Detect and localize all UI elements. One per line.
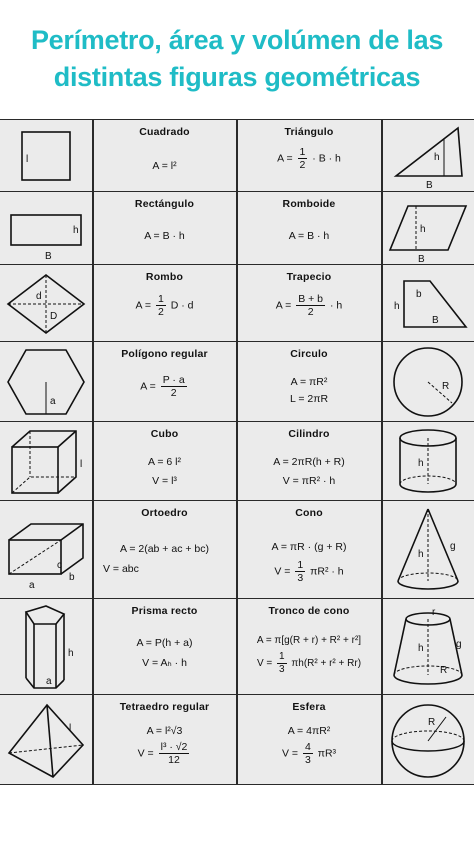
formula-area: A = B · h xyxy=(288,230,330,242)
formula-volume: V = Aₕ · h xyxy=(142,657,187,669)
formula-area: A = 2(ab + ac + bc) xyxy=(119,543,209,555)
figure-name: Triángulo xyxy=(284,126,334,138)
svg-text:r: r xyxy=(432,607,436,618)
svg-text:c: c xyxy=(57,560,62,571)
svg-text:B: B xyxy=(45,250,52,262)
svg-text:h: h xyxy=(73,224,79,236)
page-title xyxy=(0,22,474,96)
table-row xyxy=(0,191,474,265)
svg-text:l: l xyxy=(26,154,29,165)
table-row xyxy=(0,500,474,599)
formula-volume: V = $\frac{1}{3}$ πh(R² + r² + Rr) xyxy=(256,651,362,675)
title-line-1: Perímetro, área y volúmen de las xyxy=(30,25,444,55)
figure-name: Cuadrado xyxy=(139,126,190,138)
figure-name: Tronco de cono xyxy=(268,605,350,617)
formula-volume: V = $\frac{4}{3}$ πR³ xyxy=(281,741,337,766)
svg-text:R: R xyxy=(440,665,448,676)
cube-figure xyxy=(0,422,92,501)
rhombus-figure xyxy=(0,265,92,342)
formula-volume: V = $\frac{\text{l³ · √2}}{12}$ xyxy=(137,741,188,766)
figure-name: Polígono regular xyxy=(121,348,208,360)
formula-length: L = 2πR xyxy=(289,393,329,405)
svg-text:B: B xyxy=(432,314,439,326)
formula-area: A = 6 l² xyxy=(148,456,181,468)
hexagon-figure xyxy=(0,342,92,422)
formula-volume: V = πR² · h xyxy=(282,475,336,487)
circle-figure xyxy=(382,342,474,422)
formula-area: A = $\frac{1}{2}$ D · d xyxy=(135,293,194,318)
sphere-figure xyxy=(382,695,474,786)
svg-text:B: B xyxy=(418,253,425,265)
svg-text:a: a xyxy=(29,580,35,591)
trapezoid-figure xyxy=(382,265,474,342)
svg-text:g: g xyxy=(456,639,462,650)
parallelogram-figure xyxy=(382,192,474,265)
table-row xyxy=(0,119,474,192)
svg-text:h: h xyxy=(420,223,426,235)
cone-figure xyxy=(382,501,474,599)
formula-area: A = l²√3 xyxy=(146,725,183,737)
cuboid-figure xyxy=(0,501,92,599)
svg-text:l: l xyxy=(80,458,83,470)
formula-area: A = $\frac{1}{2}$ · B · h xyxy=(277,146,341,171)
formula-area: A = π[g(R + r) + R² + r²] xyxy=(256,635,362,646)
svg-text:R: R xyxy=(428,716,436,728)
svg-text:h: h xyxy=(418,643,424,654)
formula-area: A = l² xyxy=(152,160,177,172)
figure-name: Rectángulo xyxy=(134,198,195,210)
formula-area: A = $\frac{P \cdot a}{2}$ xyxy=(140,374,185,399)
formula-area: A = 2πR(h + R) xyxy=(273,456,345,468)
svg-text:h: h xyxy=(418,457,424,469)
formula-area: A = πR · (g + R) xyxy=(271,541,347,553)
figure-name: Cono xyxy=(295,507,323,519)
rectangle-figure xyxy=(0,192,92,265)
table-row xyxy=(0,264,474,342)
frustum-figure xyxy=(382,599,474,695)
formula-area: A = B · h xyxy=(144,230,185,242)
svg-text:b: b xyxy=(69,572,75,583)
table-row xyxy=(0,421,474,501)
figure-name: Romboide xyxy=(282,198,336,210)
figure-name: Ortoedro xyxy=(141,507,188,519)
svg-text:a: a xyxy=(46,676,52,687)
figure-name: Cubo xyxy=(150,428,179,440)
svg-text:B: B xyxy=(426,180,433,191)
figure-name: Tetraedro regular xyxy=(119,701,210,713)
figure-name: Trapecio xyxy=(286,271,332,283)
table-bottom-border xyxy=(0,784,474,785)
svg-text:g: g xyxy=(450,541,456,552)
square-figure xyxy=(0,120,92,192)
figure-name: Circulo xyxy=(290,348,328,360)
svg-text:a: a xyxy=(50,396,56,407)
svg-text:h: h xyxy=(394,300,400,312)
cylinder-figure xyxy=(382,422,474,501)
prism-figure xyxy=(0,599,92,695)
figure-name: Prisma recto xyxy=(131,605,198,617)
svg-text:h: h xyxy=(434,152,440,163)
table-row xyxy=(0,598,474,695)
svg-text:b: b xyxy=(416,288,422,300)
svg-text:h: h xyxy=(418,549,424,560)
svg-text:h: h xyxy=(68,648,74,659)
table-row xyxy=(0,341,474,422)
figure-name: Cilindro xyxy=(288,428,330,440)
formula-volume: V = abc xyxy=(103,563,139,575)
tetrahedron-figure xyxy=(0,695,92,786)
title-line-2: distintas figuras geométricas xyxy=(53,62,421,92)
svg-text:d: d xyxy=(36,290,42,302)
svg-text:R: R xyxy=(442,381,450,392)
figure-name: Rombo xyxy=(145,271,184,283)
formula-area: A = $\frac{B + b}{2}$ · h xyxy=(275,293,343,318)
formula-area: A = πR² xyxy=(290,376,328,388)
formula-volume: V = $\frac{1}{3}$ πR² · h xyxy=(274,559,344,584)
triangle-figure xyxy=(382,120,474,192)
figure-name: Esfera xyxy=(292,701,326,713)
svg-text:D: D xyxy=(50,310,58,322)
formula-area: A = P(h + a) xyxy=(136,637,193,649)
svg-text:l: l xyxy=(69,722,72,734)
formula-volume: V = l³ xyxy=(152,475,177,487)
formula-area: A = 4πR² xyxy=(287,725,331,737)
table-row xyxy=(0,694,474,786)
